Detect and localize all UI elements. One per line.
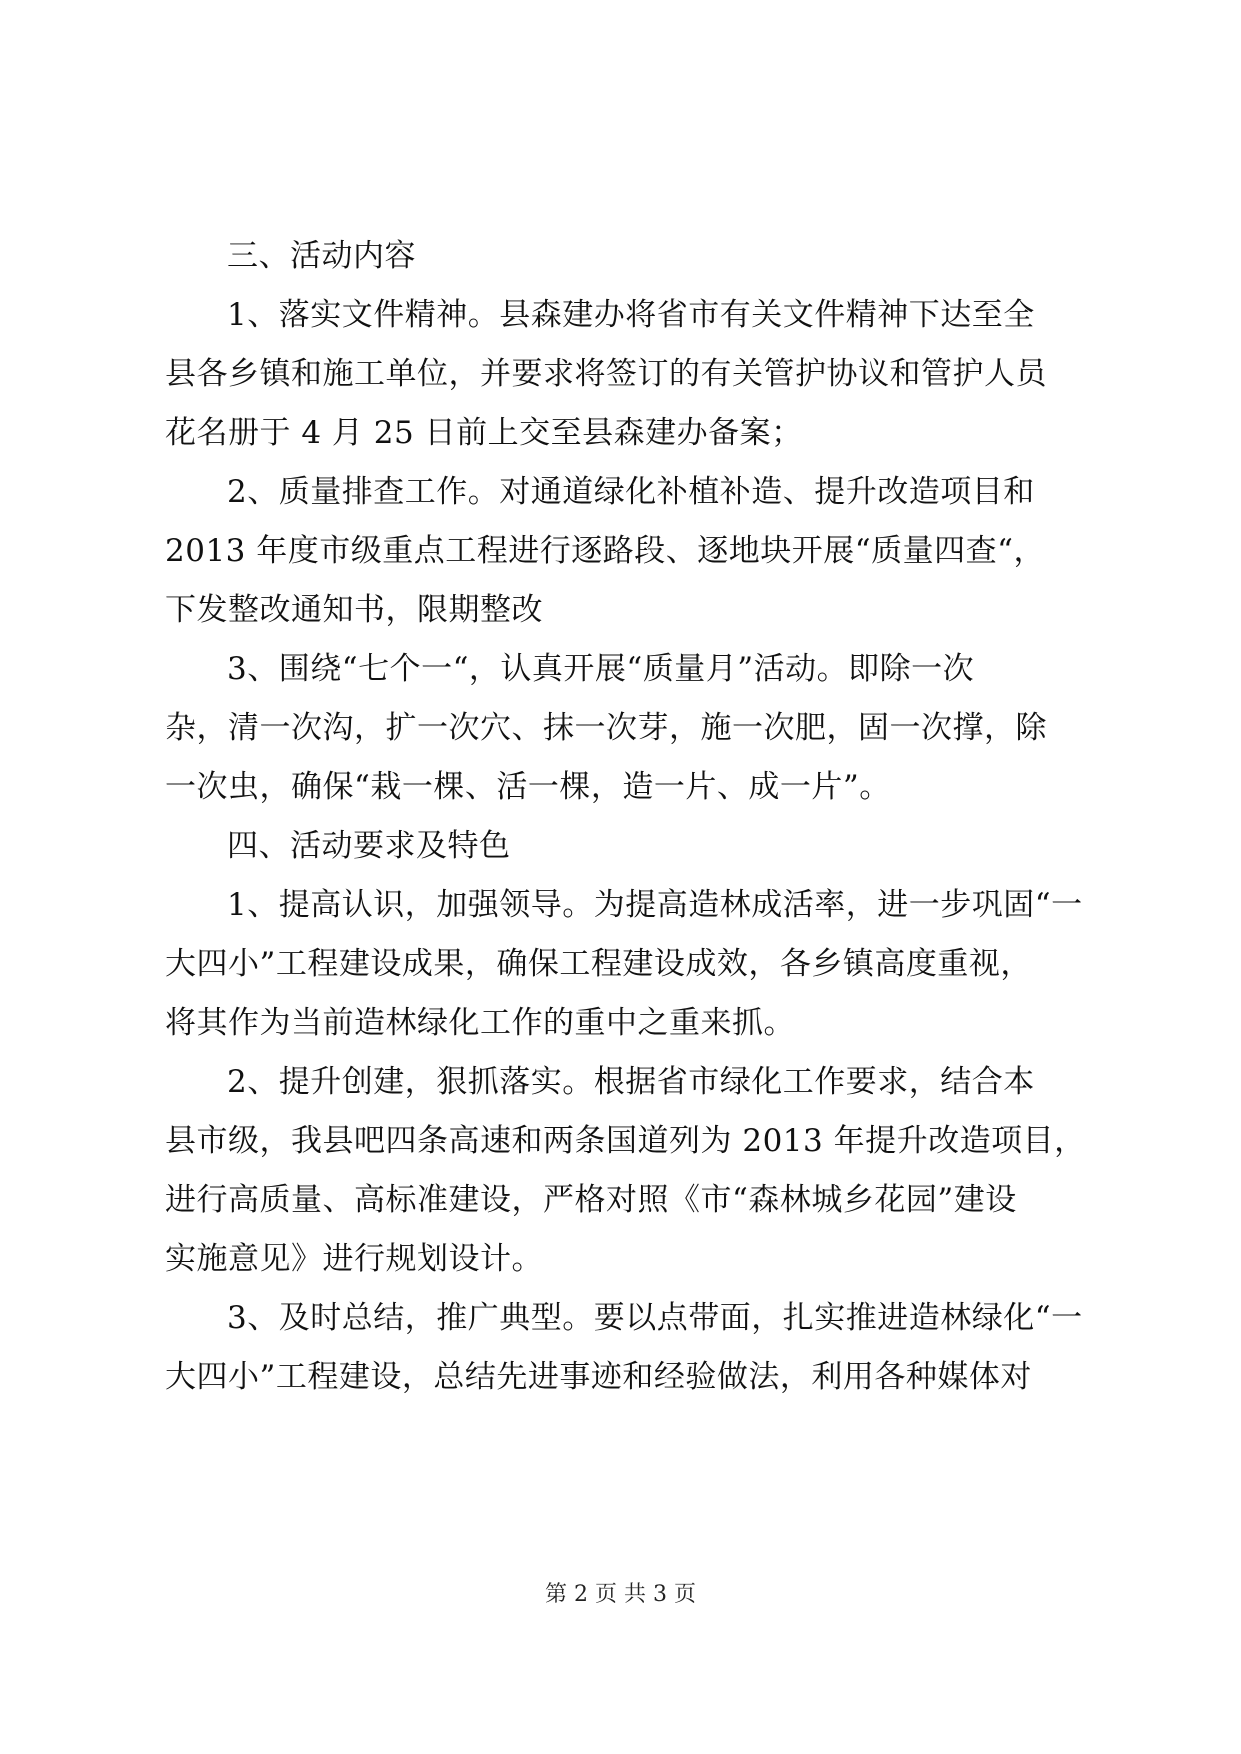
paragraph-line: 花名册于 4 月 25 日前上交至县森建办备案； xyxy=(165,415,803,451)
section-heading-requirements: 四、活动要求及特色 xyxy=(227,828,511,864)
paragraph-line: 杂，清一次沟，扩一次穴、抹一次芽，施一次肥，固一次撑，除 xyxy=(165,710,1047,746)
paragraph-line: 大四小”工程建设成果，确保工程建设成效，各乡镇高度重视， xyxy=(165,946,1032,982)
paragraph-line: 县市级，我县吧四条高速和两条国道列为 2013 年提升改造项目， xyxy=(165,1123,1086,1159)
paragraph-line: 1、提高认识，加强领导。为提高造林成活率，进一步巩固“一 xyxy=(227,887,1083,923)
paragraph-line: 县各乡镇和施工单位，并要求将签订的有关管护协议和管护人员 xyxy=(165,356,1047,392)
paragraph-line: 2、提升创建，狠抓落实。根据省市绿化工作要求，结合本 xyxy=(227,1064,1035,1100)
page-number-label: 第 2 页 共 3 页 xyxy=(545,1582,696,1607)
paragraph-line: 实施意见》进行规划设计。 xyxy=(165,1241,543,1277)
paragraph-line: 2013 年度市级重点工程进行逐路段、逐地块开展“质量四查“， xyxy=(165,533,1045,569)
paragraph-line: 一次虫，确保“栽一棵、活一棵，造一片、成一片”。 xyxy=(165,769,891,805)
document-body xyxy=(165,227,1085,1407)
paragraph-line: 1、落实文件精神。县森建办将省市有关文件精神下达至全 xyxy=(227,297,1035,333)
paragraph-line: 2、质量排查工作。对通道绿化补植补造、提升改造项目和 xyxy=(227,474,1035,510)
section-heading-activity-content: 三、活动内容 xyxy=(227,238,416,274)
page-footer xyxy=(0,1580,1241,1610)
paragraph-line: 进行高质量、高标准建设，严格对照《市“森林城乡花园”建设 xyxy=(165,1182,1017,1218)
paragraph-line: 大四小”工程建设，总结先进事迹和经验做法，利用各种媒体对 xyxy=(165,1359,1032,1395)
paragraph-line: 将其作为当前造林绿化工作的重中之重来抓。 xyxy=(165,1005,795,1041)
paragraph-line: 下发整改通知书，限期整改 xyxy=(165,592,543,628)
paragraph-line: 3、围绕“七个一“，认真开展“质量月”活动。即除一次 xyxy=(227,651,975,687)
paragraph-line: 3、及时总结，推广典型。要以点带面，扎实推进造林绿化“一 xyxy=(227,1300,1083,1336)
